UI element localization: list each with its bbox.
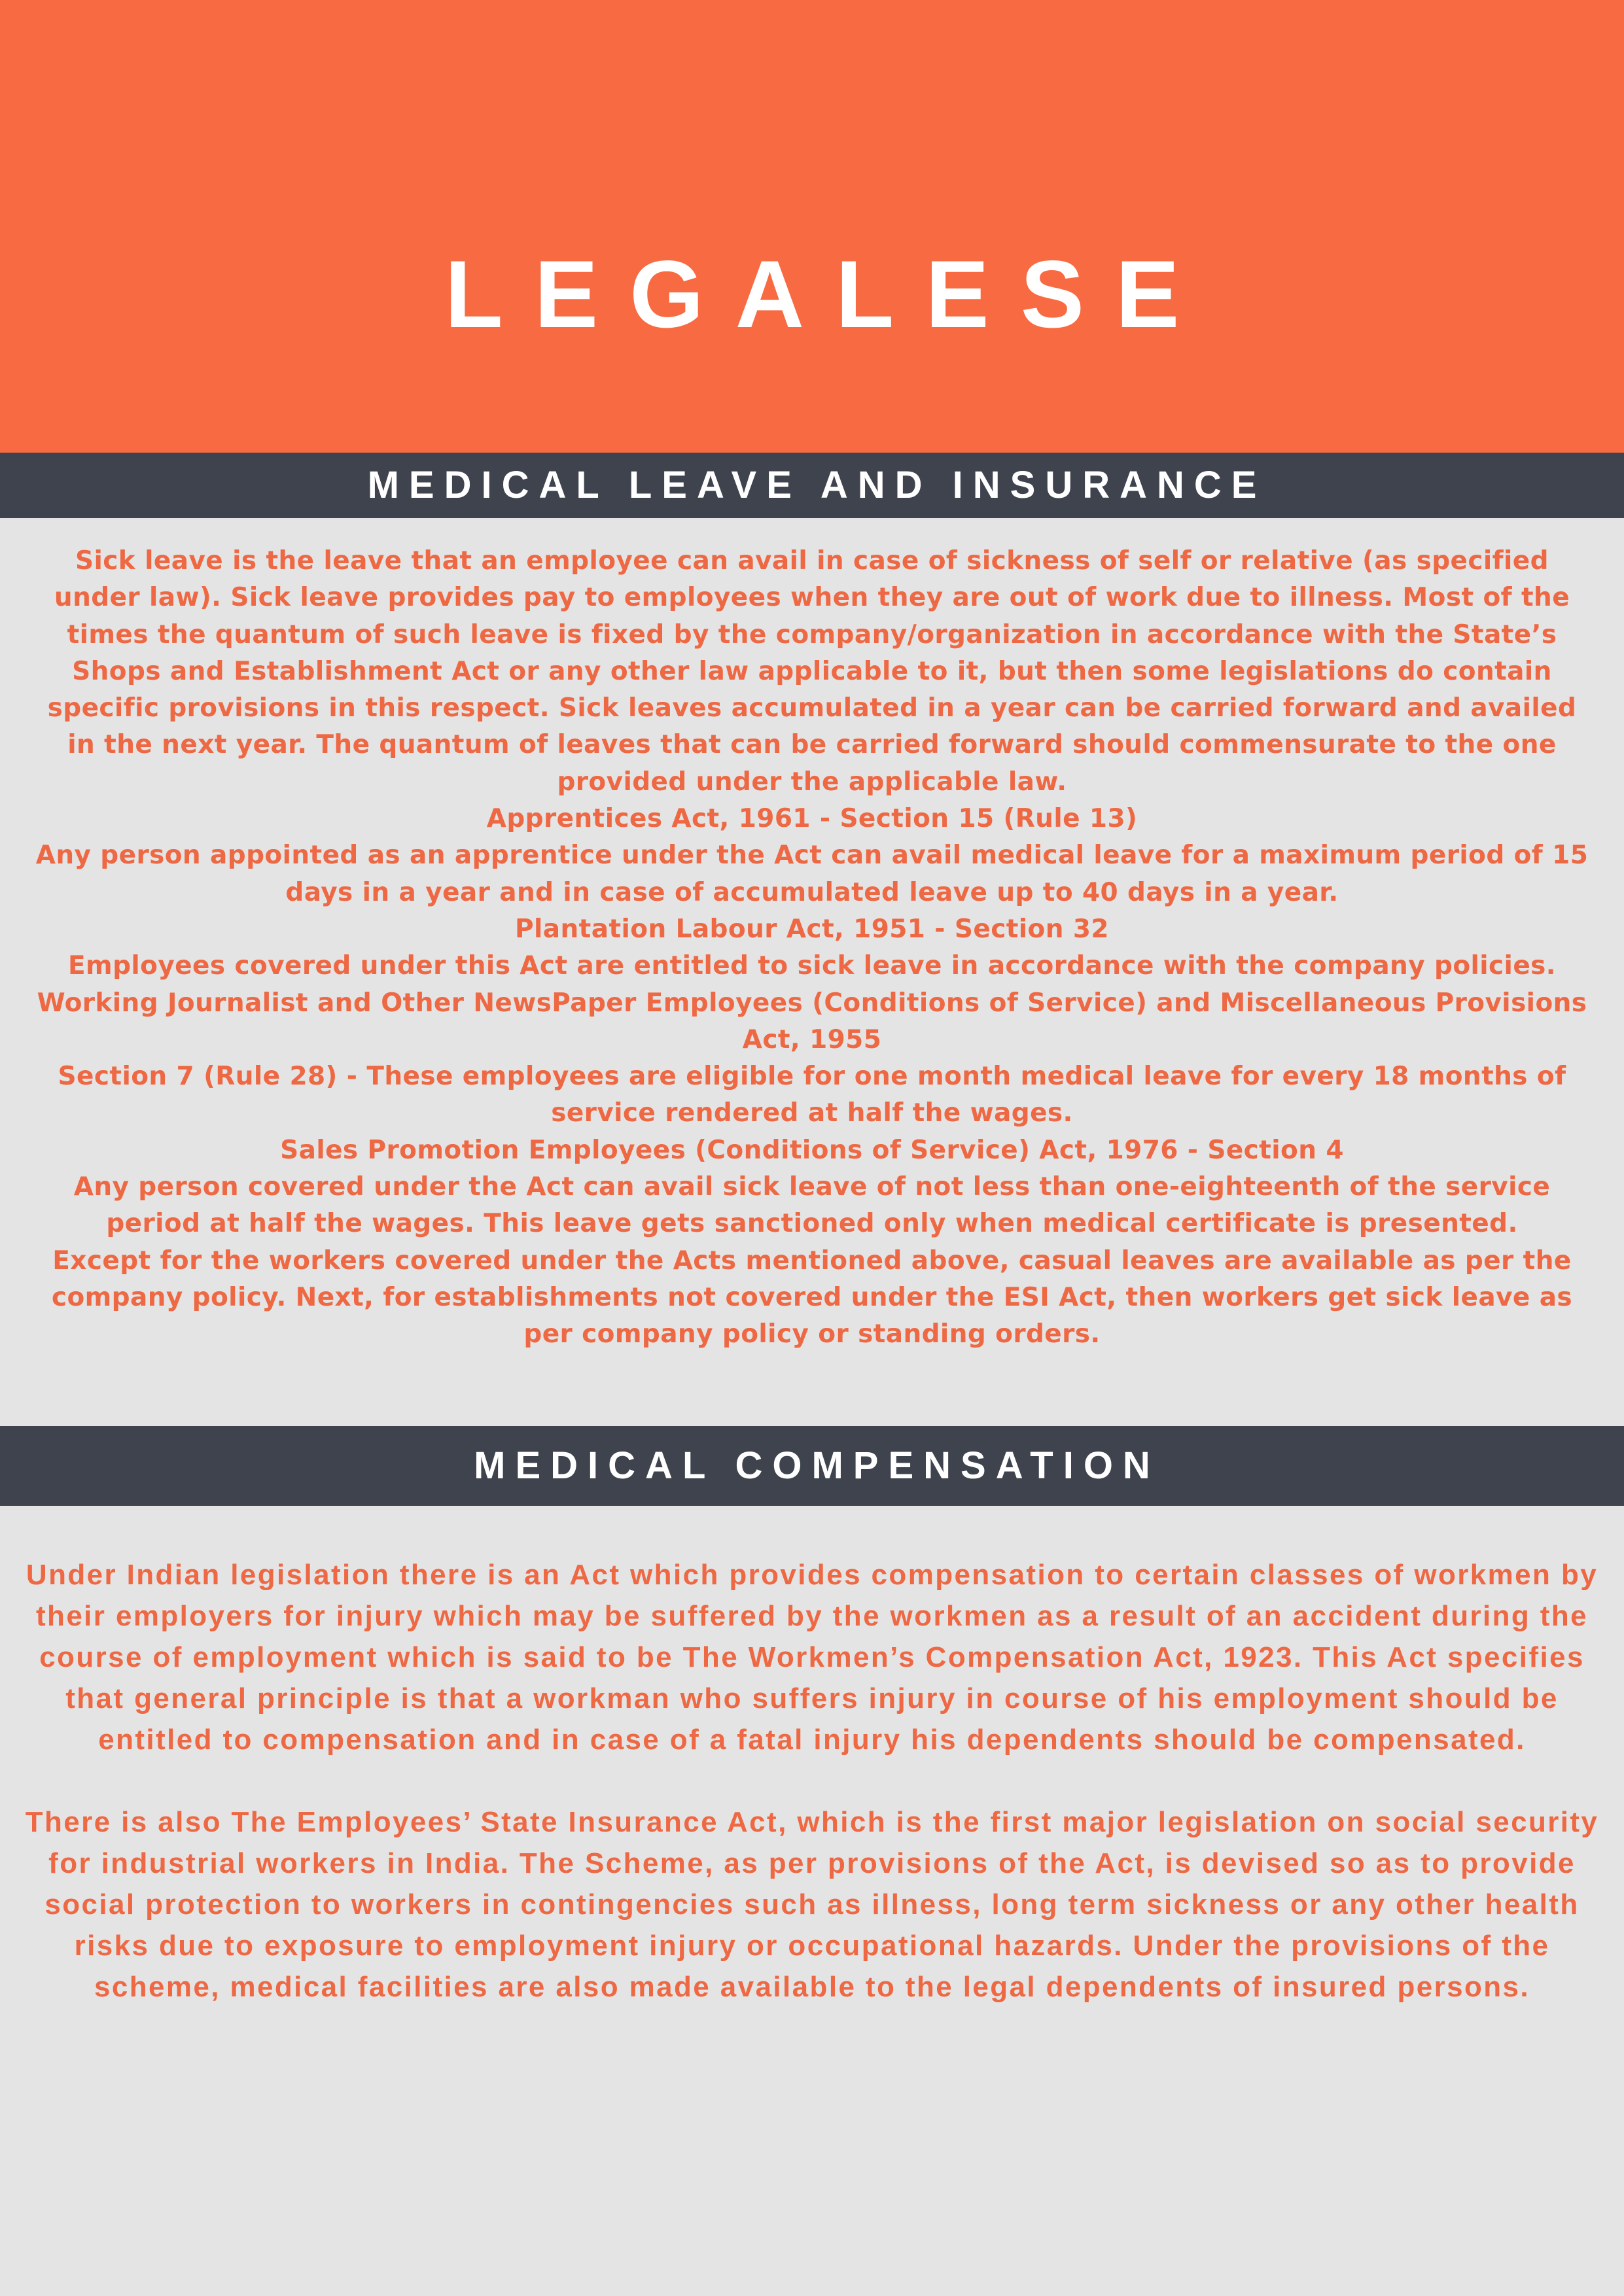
medical-leave-body xyxy=(33,543,1591,1353)
header-banner xyxy=(0,0,1624,453)
paragraph-casual-leave: Except for the workers covered under the Acts mentioned above, casual leaves are available as per the company policy. Next, for establishments not covered under the ESI Act, then workers get sick leave as per company policy or standing orders. xyxy=(51,1245,1573,1349)
act-title-sales-promotion: Sales Promotion Employees (Conditions of Service) Act, 1976 - Section 4 xyxy=(280,1135,1344,1165)
section-heading-medical-compensation: MEDICAL COMPENSATION xyxy=(0,1426,1624,1506)
paragraph-working-journalist: Section 7 (Rule 28) - These employees are eligible for one month medical leave for every 18 months of service rendered at half the wages. xyxy=(58,1062,1566,1128)
act-title-plantation: Plantation Labour Act, 1951 - Section 32 xyxy=(515,914,1109,944)
page-title: LEGALESE xyxy=(444,241,1211,347)
paragraph-sick-leave-intro: Sick leave is the leave that an employee can avail in case of sickness of self or relative (as specified under law). Sick leave provides pay to employees when they are out of work due to illness. Most of the times the quantum of such leave is fixed by the company/organization in accordance with the State’s Shops and Establishment Act or any other law applicable to it, but then some legislations do contain specific provisions in this respect. Sick leaves accumulated in a year can be carried forward and availed in the next year. The quantum of leaves that can be carried forward should commensurate to the one provided under the applicable law. xyxy=(47,546,1577,797)
paragraph-workmen-compensation: Under Indian legislation there is an Act which provides compensation to certain classes of workmen by their employers for injury which may be suffered by the workmen as a result of an accident during the course of employment which is said to be The Workmen’s Compensation Act, 1923. This Act specifies that general principle is that a workman who suffers injury in course of his employment should be entitled to compensation and in case of a fatal injury his dependents should be compensated. xyxy=(26,1559,1598,1756)
paragraph-sales-promotion: Any person covered under the Act can avail sick leave of not less than one-eighteenth of the service period at half the wages. This leave gets sanctioned only when medical certificate is presented. xyxy=(73,1172,1551,1239)
paragraph-esi-act: There is also The Employees’ State Insurance Act, which is the first major legislation on social security for industrial workers in India. The Scheme, as per provisions of the Act, is devised so as to provide social protection to workers in contingencies such as illness, long term sickness or any other health risks due to exposure to employment injury or occupational hazards. Under the provisions of the scheme, medical facilities are also made available to the legal dependents of insured persons. xyxy=(25,1806,1599,2003)
act-title-working-journalist: Working Journalist and Other NewsPaper Employees (Conditions of Service) and Miscellaneous Provisions Act, 1955 xyxy=(37,988,1587,1054)
paragraph-apprentices: Any person appointed as an apprentice under the Act can avail medical leave for a maximum period of 15 days in a year and in case of accumulated leave up to 40 days in a year. xyxy=(35,841,1589,907)
paragraph-plantation: Employees covered under this Act are entitled to sick leave in accordance with the company policies. xyxy=(67,951,1557,981)
section-heading-medical-leave: MEDICAL LEAVE AND INSURANCE xyxy=(0,453,1624,518)
act-title-apprentices: Apprentices Act, 1961 - Section 15 (Rule 13) xyxy=(486,804,1138,834)
medical-compensation-body xyxy=(20,1554,1604,2008)
